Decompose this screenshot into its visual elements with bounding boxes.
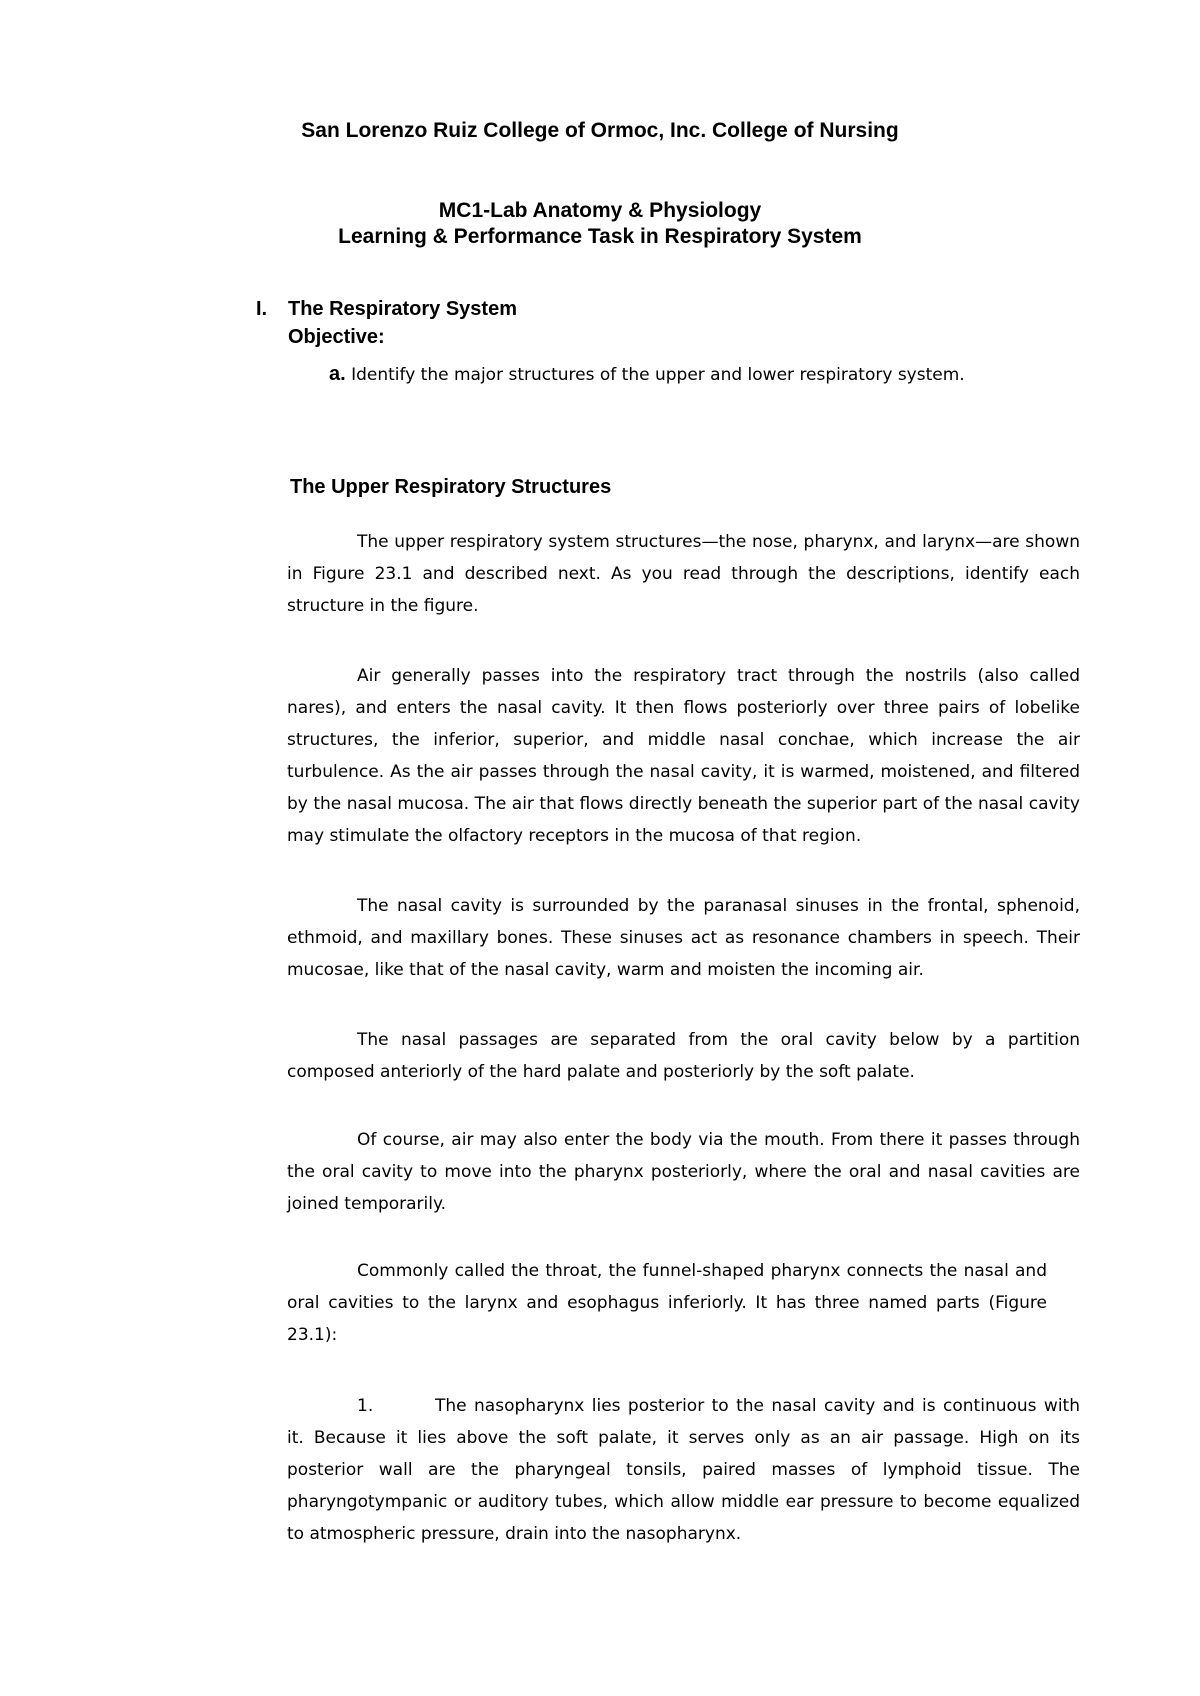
objective-item <box>329 361 965 388</box>
section-number: I. <box>256 298 268 320</box>
task-title: Learning & Performance Task in Respiratory System <box>338 225 862 248</box>
course-heading <box>0 198 1200 250</box>
paragraph: Air generally passes into the respiratory tract through the nostrils (also called nares), and enters the nasal cavity. It then flows posteriorly over three pairs of lobelike structures, the inferior, superior, and middle nasal conchae, which increase the air turbulence. As the air passes through the nasal cavity, it is warmed, moistened, and filtered by the nasal mucosa. The air that flows directly beneath the superior part of the nasal cavity may stimulate the olfactory receptors in the mucosa of that region. <box>287 666 1080 846</box>
objective-label: Objective: <box>288 326 385 348</box>
paragraph: The upper respiratory system structures—the nose, pharynx, and larynx—are shown in Figure 23.1 and described next. As you read through the descriptions, identify each structure in the figure. <box>287 532 1080 616</box>
objective-text: Identify the major structures of the upper and lower respiratory system. <box>345 365 965 385</box>
paragraph: Of course, air may also enter the body via the mouth. From there it passes through the oral cavity to move into the pharynx posteriorly, where the oral and nasal cavities are joined temporarily. <box>287 1130 1080 1214</box>
paragraph: Commonly called the throat, the funnel-shaped pharynx connects the nasal and oral cavities to the larynx and esophagus inferiorly. It has three named parts (Figure 23.1): <box>287 1261 1047 1345</box>
paragraph: The nasal passages are separated from the oral cavity below by a partition composed anteriorly of the hard palate and posteriorly by the soft palate. <box>287 1030 1080 1082</box>
list-item-number: 1. <box>357 1396 374 1416</box>
objective-letter: a. <box>329 363 346 385</box>
paragraph: The nasal cavity is surrounded by the paranasal sinuses in the frontal, sphenoid, ethmoid, and maxillary bones. These sinuses act as resonance chambers in speech. Their mucosae, like that of the nasal cavity, warm and moisten the incoming air. <box>287 896 1080 980</box>
list-item <box>287 1390 1080 1550</box>
section-title: The Respiratory System <box>288 298 517 320</box>
list-item-text: The nasopharynx lies posterior to the nasal cavity and is continuous with it. Because it lies above the soft palate, it serves only as an air passage. High on its posterior wall are the pharyngeal tonsils, paired masses of lymphoid tissue. The pharyngotympanic or auditory tubes, which allow middle ear pressure to become equalized to atmospheric pressure, drain into the nasopharynx. <box>287 1396 1080 1544</box>
institution-heading: San Lorenzo Ruiz College of Ormoc, Inc. College of Nursing <box>301 119 899 142</box>
course-title: MC1-Lab Anatomy & Physiology <box>438 199 762 222</box>
subheading: The Upper Respiratory Structures <box>290 476 612 498</box>
